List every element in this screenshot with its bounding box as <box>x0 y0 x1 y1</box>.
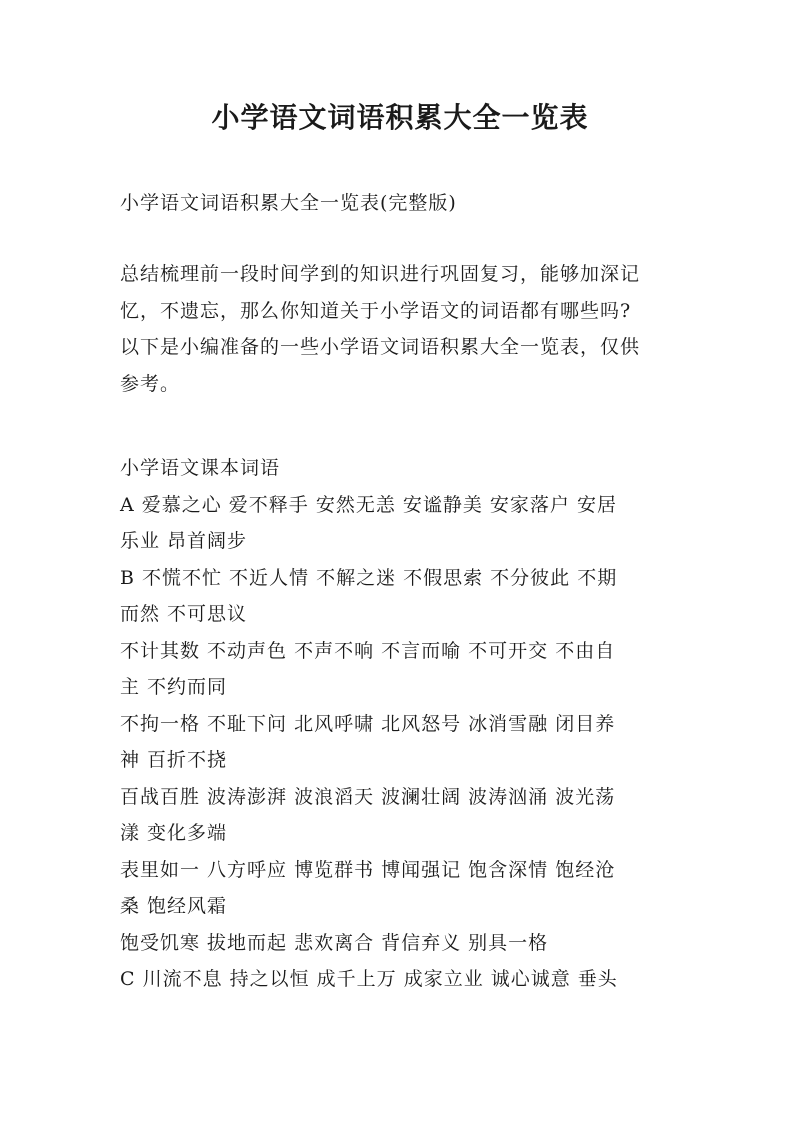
intro-paragraph <box>120 256 690 402</box>
intro-line: 总结梳理前一段时间学到的知识进行巩固复习，能够加深记 <box>120 263 641 285</box>
vocabulary-line: 乐业 昂首阔步 <box>120 530 248 552</box>
document-subtitle: 小学语文词语积累大全一览表(完整版) <box>120 192 457 214</box>
vocabulary-line: 表里如一 八方呼应 博览群书 博闻强记 饱含深情 饱经沧 <box>120 858 616 881</box>
vocabulary-line: 饱受饥寒 拔地而起 悲欢离合 背信弃义 别具一格 <box>120 931 549 954</box>
vocabulary-line: 百战百胜 波涛澎湃 波浪滔天 波澜壮阔 波涛汹涌 波光荡 <box>120 785 616 808</box>
vocabulary-line: A 爱慕之心 爱不释手 安然无恙 安谧静美 安家落户 安居 <box>120 493 617 516</box>
vocabulary-line: 神 百折不挠 <box>120 749 228 771</box>
document-title: 小学语文词语积累大全一览表 <box>211 101 589 134</box>
vocabulary-line: 而然 不可思议 <box>120 603 248 625</box>
vocabulary-line: 桑 饱经风霜 <box>120 895 228 917</box>
section-heading: 小学语文课本词语 <box>120 457 281 479</box>
vocabulary-section <box>120 450 690 998</box>
vocabulary-line: B 不慌不忙 不近人情 不解之迷 不假思索 不分彼此 不期 <box>120 566 618 589</box>
vocabulary-line: 不拘一格 不耻下问 北风呼啸 北风怒号 冰消雪融 闭目养 <box>120 712 616 735</box>
intro-line: 参考。 <box>120 372 181 395</box>
vocabulary-line: 不计其数 不动声色 不声不响 不言而喻 不可开交 不由自 <box>120 639 616 662</box>
intro-line: 以下是小编准备的一些小学语文词语积累大全一览表，仅供 <box>120 336 641 358</box>
vocabulary-line: C 川流不息 持之以恒 成千上万 成家立业 诚心诚意 垂头 <box>120 968 618 990</box>
vocabulary-line: 主 不约而同 <box>120 676 228 698</box>
intro-line: 忆，不遗忘，那么你知道关于小学语文的词语都有哪些吗? <box>120 299 632 322</box>
vocabulary-line: 漾 变化多端 <box>120 822 228 844</box>
